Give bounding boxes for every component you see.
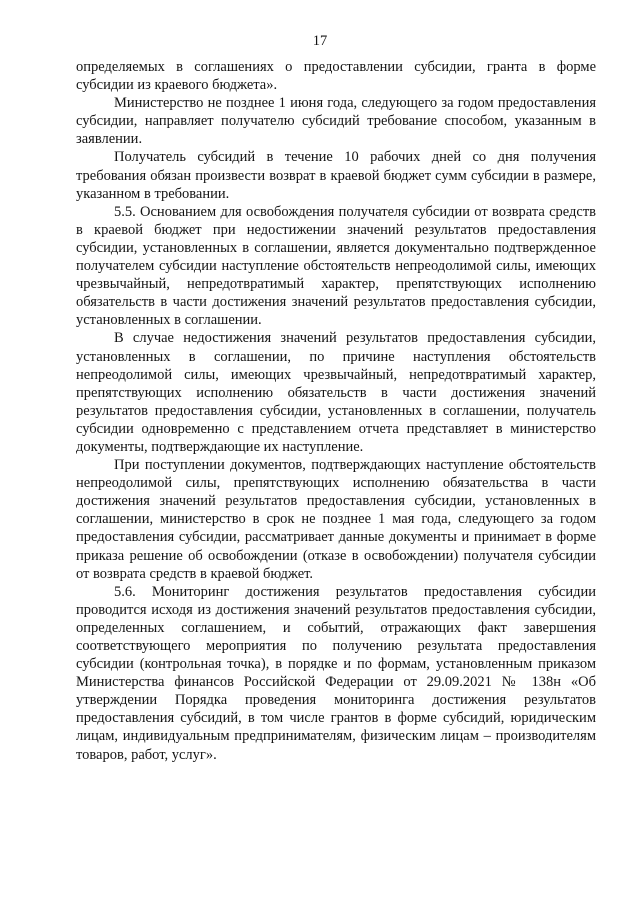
- paragraph-6: При поступлении документов, подтверждающих наступление обстоятельств непреодолимой силы, препятствующих исполнению обязательства в части достижения значений результатов предоставления субсидии, установленных в соглашении, министерство в срок не позднее 1 мая года, следующего за годом предоставления субсидии, рассматривает данные документы и принимает в форме приказа решение об освобождении (отказе в освобождении) получателя субсидии от возврата средств в краевой бюджет.: [76, 457, 596, 582]
- paragraph-5: В случае недостижения значений результатов предоставления субсидии, установленных в соглашении, по причине наступления обстоятельств непреодолимой силы, имеющих чрезвычайный, непредотвратимый характер, препятствующих исполнению обязательств в части достижения значений результатов предоставления субсидии, установленных в соглашении, получатель субсидии одновременно с представлением отчета представляет в министерство документы, подтверждающие их наступление.: [76, 330, 596, 455]
- document-body: [76, 58, 596, 764]
- paragraph-4: 5.5. Основанием для освобождения получателя субсидии от возврата средств в краевой бюджет при недостижении значений результатов предоставления субсидии, установленных в соглашении, является документально подтвержденное получателем субсидии наступление обстоятельств непреодолимой силы, имеющих чрезвычайный, непредотвратимый характер, препятствующих исполнению обязательств в части достижения значений результатов предоставления субсидии, установленных в соглашении.: [76, 203, 596, 329]
- paragraph-7: 5.6. Мониторинг достижения результатов предоставления субсидии проводится исходя из достижения значений результатов предоставления субсидии, определенных соглашением, и событий, отражающих факт завершения соответствующего мероприятия по получению результата предоставления субсидии (контрольная точка), в порядке и по формам, установленным приказом Министерства финансов Российской Федерации от 29.09.2021 № 138н «Об утверждении Порядка проведения мониторинга достижения результатов предоставления субсидий, в том числе грантов в форме субсидий, юридическим лицам, индивидуальным предпринимателям, физическим лицам – производителям товаров, работ, услуг».: [76, 583, 596, 763]
- page-number: 17: [312, 33, 328, 49]
- paragraph-1: определяемых в соглашениях о предоставлении субсидии, гранта в форме субсидии из краевого бюджета».: [76, 59, 596, 94]
- paragraph-2: Министерство не позднее 1 июня года, следующего за годом предоставления субсидии, направляет получателю субсидий требование способом, указанным в заявлении.: [76, 95, 596, 148]
- paragraph-3: Получатель субсидий в течение 10 рабочих дней со дня получения требования обязан произвести возврат в краевой бюджет сумм субсидии в размере, указанном в требовании.: [76, 149, 596, 202]
